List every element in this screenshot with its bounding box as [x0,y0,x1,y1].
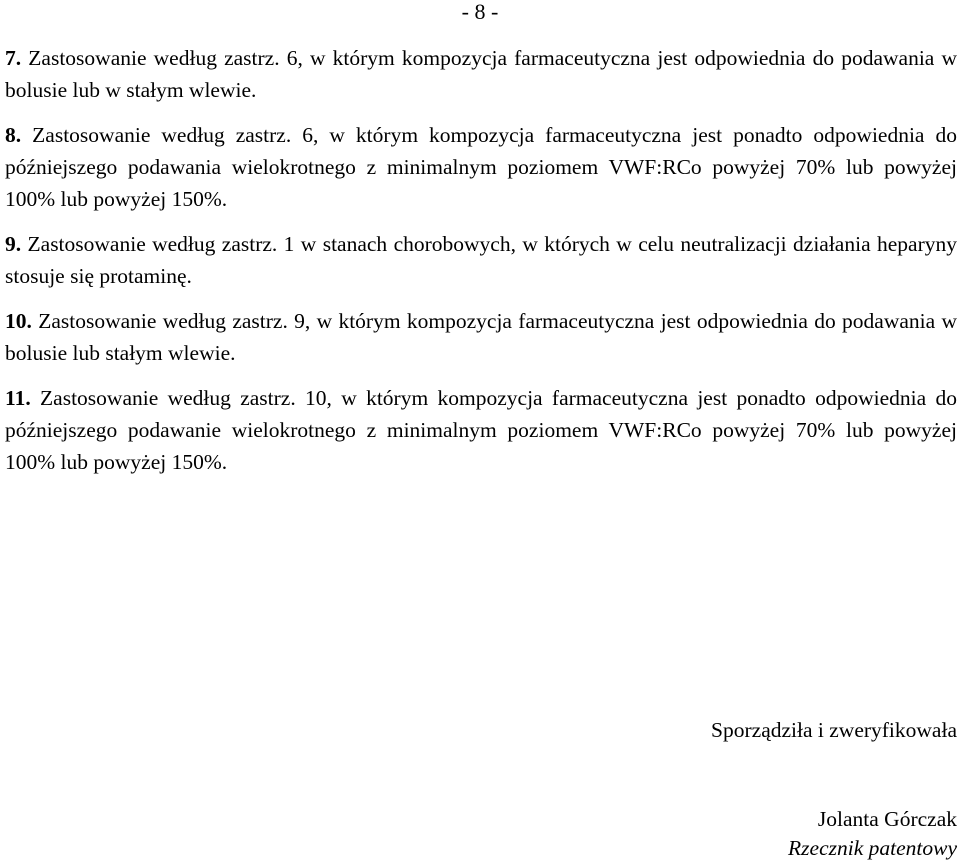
claim-text: Zastosowanie według zastrz. 6, w którym kompozycja farmaceutyczna jest odpowiednia do podawania w bolusie lub w stałym wlewie. [5,46,958,102]
claim-11 [5,382,957,478]
claim-number: 11. [5,386,31,410]
claim-7 [5,42,957,106]
claim-text: Zastosowanie według zastrz. 6, w którym kompozycja farmaceutyczna jest ponadto odpowiednia do późniejszego podawania wielokrotnego z minimalnym poziomem VWF:RCo powyżej 70% lub powyżej 100% lub powyżej 150%. [5,123,957,211]
claim-number: 9. [5,232,22,256]
claim-text: Zastosowanie według zastrz. 10, w którym kompozycja farmaceutyczna jest ponadto odpowiednia do późniejszego podawanie wielokrotnego z minimalnym poziomem VWF:RCo powyżej 70% lub powyżej 100% lub powyżej 150%. [5,386,957,474]
signatory-role: Rzecznik patentowy [788,836,957,860]
claim-number: 10. [5,309,32,333]
claim-8 [5,119,957,215]
claims-list [5,42,957,491]
claim-number: 8. [5,123,22,147]
claim-9 [5,228,957,292]
page-number: - 8 - [461,0,499,24]
claim-10 [5,305,957,369]
claim-text: Zastosowanie według zastrz. 9, w którym kompozycja farmaceutyczna jest odpowiednia do podawania w bolusie lub stałym wlewie. [5,309,958,365]
prepared-by-label: Sporządziła i zweryfikowała [711,718,957,742]
claim-number: 7. [5,46,22,70]
signatory-name: Jolanta Górczak [817,807,957,831]
claim-text: Zastosowanie według zastrz. 1 w stanach chorobowych, w których w celu neutralizacji działania heparyny stosuje się protaminę. [5,232,957,288]
